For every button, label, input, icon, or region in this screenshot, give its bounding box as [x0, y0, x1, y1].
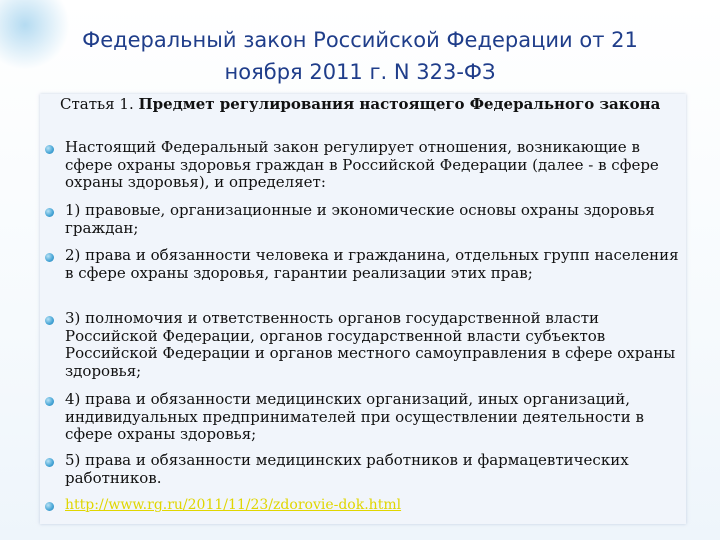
- source-link-item: [65, 496, 687, 515]
- bullet-icon: [45, 208, 54, 217]
- bullet-icon: [45, 502, 54, 511]
- bullet-icon: [45, 253, 54, 262]
- slide-title: [40, 24, 680, 88]
- list-item: 3) полномочия и ответственность органов государственной власти Российской Федерации, органов государственной власти субъектов Российской Федерации и органов местного самоуправления в сфере охраны здоровья;: [65, 309, 676, 380]
- article-heading: [60, 96, 670, 113]
- bullet-icon: [45, 145, 54, 154]
- title-line-2: ноября 2011 г. N 323-ФЗ: [224, 60, 496, 84]
- article-number: Статья 1.: [60, 95, 134, 113]
- bullet-icon: [45, 458, 54, 467]
- source-link[interactable]: http://www.rg.ru/2011/11/23/zdorovie-dok.html: [65, 497, 402, 513]
- list-item: 2) права и обязанности человека и гражданина, отдельных групп населения в сфере охраны здоровья, гарантии реализации этих прав;: [65, 246, 679, 282]
- list-item: 5) права и обязанности медицинских работников и фармацевтических работников.: [65, 451, 629, 487]
- list-item: 4) права и обязанности медицинских организаций, иных организаций, индивидуальных предпринимателей при осуществлении деятельности в сфере охраны здоровья;: [65, 390, 644, 444]
- bullet-icon: [45, 316, 54, 325]
- list-item: Настоящий Федеральный закон регулирует отношения, возникающие в сфере охраны здоровья граждан в Российской Федерации (далее - в сфере охраны здоровья), и определяет:: [65, 138, 659, 192]
- title-line-1: Федеральный закон Российской Федерации от 21: [82, 28, 638, 52]
- bullet-icon: [45, 397, 54, 406]
- list-item: 1) правовые, организационные и экономические основы охраны здоровья граждан;: [65, 201, 655, 237]
- article-title: Предмет регулирования настоящего Федерального закона: [138, 95, 661, 113]
